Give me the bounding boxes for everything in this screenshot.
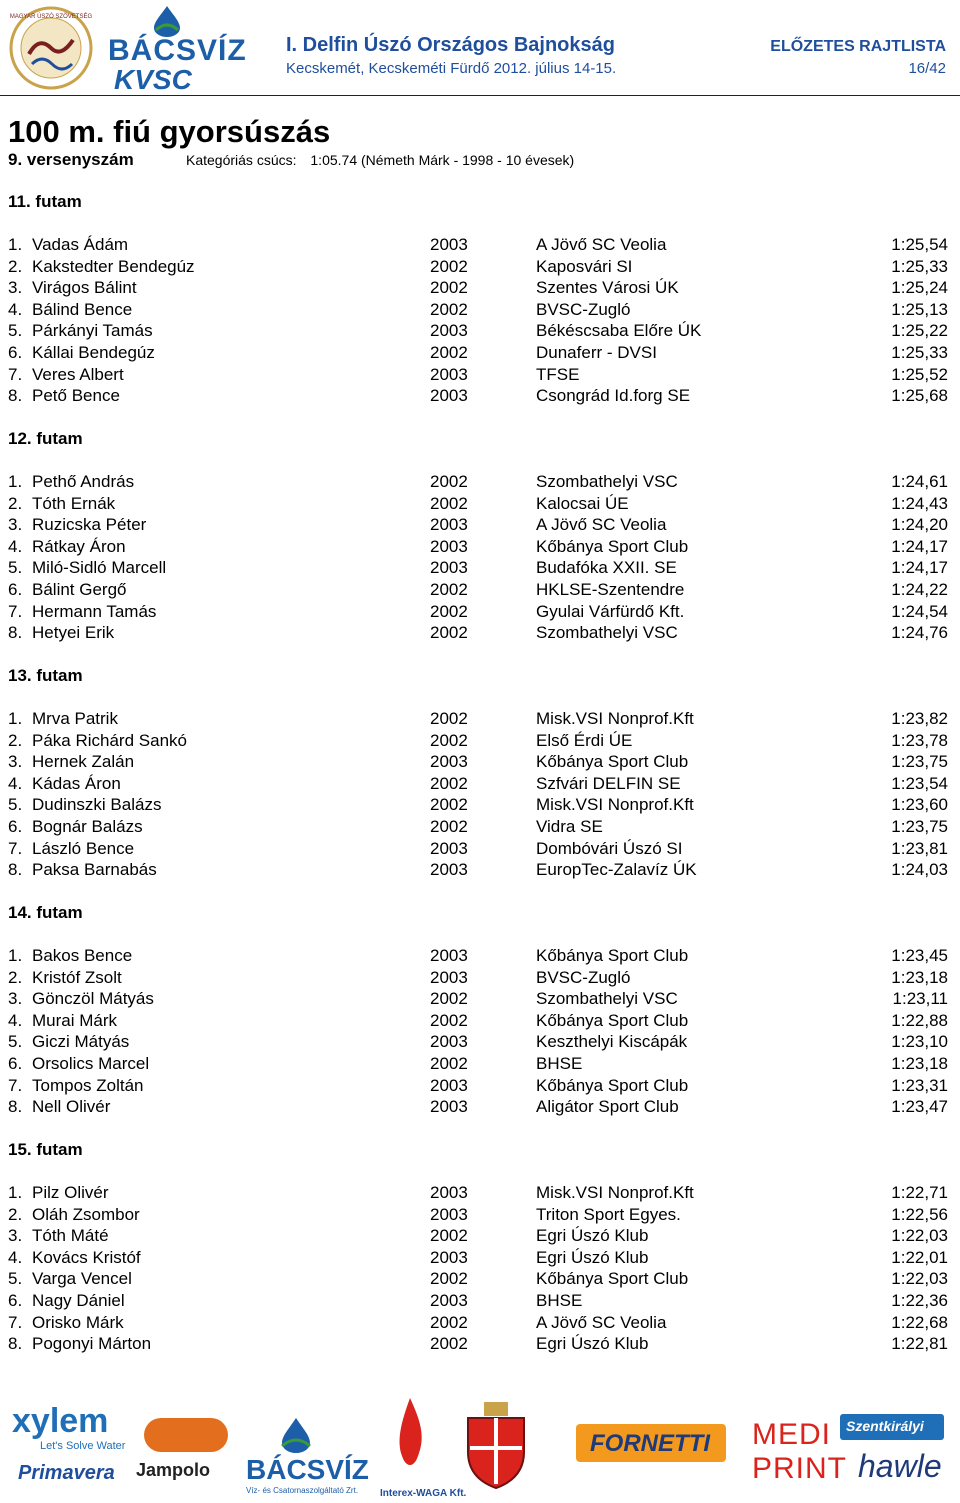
swimmer-name-cell: Orsolics Marcel — [32, 1054, 150, 1073]
birth-year-cell: 2003 — [430, 321, 468, 341]
rank-cell: 2. — [8, 256, 23, 276]
entry-time-cell: 1:23,82 — [891, 709, 948, 728]
entry-time-cell: 1:22,81 — [891, 1334, 948, 1354]
entry-time-cell: 1:22,88 — [891, 1010, 948, 1030]
birth-year-cell: 2002 — [430, 601, 468, 621]
club-cell: Keszthelyi Kiscápák — [536, 1032, 688, 1052]
swimmer-name-cell: Nagy Dániel — [32, 1291, 125, 1310]
birth-year-cell: 2003 — [430, 1075, 468, 1095]
club-cell: Kőbánya Sport Club — [536, 1010, 689, 1030]
club-cell: Szombathelyi VSC — [536, 623, 678, 643]
coat-of-arms-icon — [448, 1398, 544, 1494]
sponsor-jampolo: Jampolo — [136, 1460, 211, 1480]
table-row — [0, 602, 960, 623]
rank-cell: 1. — [8, 235, 23, 254]
table-row — [0, 709, 960, 730]
table-row — [0, 968, 960, 989]
rank-cell: 6. — [8, 343, 23, 362]
page-header — [0, 0, 960, 100]
entry-time-cell: 1:22,03 — [891, 1269, 948, 1289]
table-row — [0, 623, 960, 644]
birth-year-cell: 2002 — [430, 1334, 468, 1354]
sponsor-mediprint-2: PRINT — [752, 1452, 847, 1485]
table-row — [0, 235, 960, 256]
rank-cell: 7. — [8, 1312, 23, 1332]
birth-year-cell: 2003 — [430, 1183, 468, 1202]
swimmer-name-cell: Ruzicska Péter — [32, 515, 147, 535]
entry-time-cell: 1:22,01 — [891, 1247, 948, 1267]
entry-time-cell: 1:25,13 — [891, 299, 948, 319]
birth-year-cell: 2002 — [430, 256, 468, 276]
rank-cell: 2. — [8, 493, 23, 513]
club-cell: HKLSE-Szentendre — [536, 580, 685, 599]
entry-time-cell: 1:23,54 — [891, 773, 948, 793]
entry-time-cell: 1:22,68 — [891, 1312, 948, 1332]
club-cell: Kőbánya Sport Club — [536, 536, 689, 556]
table-row — [0, 472, 960, 493]
entry-time-cell: 1:23,11 — [892, 989, 948, 1009]
sponsor-xylem: xylem — [12, 1402, 109, 1440]
entry-time-cell: 1:24,17 — [891, 536, 948, 556]
birth-year-cell: 2002 — [430, 1054, 468, 1073]
rank-cell: 5. — [8, 1269, 23, 1289]
table-row — [0, 989, 960, 1010]
entry-time-cell: 1:24,03 — [891, 860, 948, 880]
entry-time-cell: 1:23,10 — [891, 1032, 948, 1052]
header-divider — [0, 95, 960, 96]
club-cell: Kőbánya Sport Club — [536, 946, 689, 965]
entry-time-cell: 1:24,76 — [891, 623, 948, 643]
rank-cell: 8. — [8, 1097, 23, 1117]
entry-time-cell: 1:25,24 — [891, 278, 948, 298]
club-cell: Szombathelyi VSC — [536, 989, 678, 1009]
rank-cell: 2. — [8, 1204, 23, 1224]
rank-cell: 3. — [8, 1226, 23, 1246]
club-cell: Kalocsai ÚE — [536, 493, 629, 513]
club-cell: Misk.VSI Nonprof.Kft — [536, 795, 694, 815]
birth-year-cell: 2002 — [430, 773, 468, 793]
rank-cell: 5. — [8, 795, 23, 815]
table-row — [0, 752, 960, 773]
rank-cell: 2. — [8, 967, 23, 987]
club-cell: A Jövő SC Veolia — [536, 235, 667, 254]
birth-year-cell: 2003 — [430, 1032, 468, 1052]
swimmer-name-cell: Murai Márk — [32, 1010, 118, 1030]
table-row — [0, 1248, 960, 1269]
rank-cell: 3. — [8, 515, 23, 535]
entry-time-cell: 1:25,54 — [891, 235, 948, 254]
club-cell: Egri Úszó Klub — [536, 1334, 649, 1354]
rank-cell: 4. — [8, 1247, 23, 1267]
birth-year-cell: 2002 — [430, 580, 468, 599]
swimmer-name-cell: Kakstedter Bendegúz — [32, 256, 195, 276]
entry-time-cell: 1:25,68 — [891, 386, 948, 406]
entry-time-cell: 1:23,47 — [891, 1097, 948, 1117]
birth-year-cell: 2003 — [430, 235, 468, 254]
entry-time-cell: 1:23,81 — [891, 838, 948, 858]
swimmer-name-cell: Kovács Kristóf — [32, 1247, 141, 1267]
heat-label: 15. futam — [8, 1140, 83, 1159]
entry-time-cell: 1:25,22 — [891, 321, 948, 341]
swimmer-name-cell: Tóth Máté — [32, 1226, 109, 1246]
table-row — [0, 860, 960, 881]
table-row — [0, 774, 960, 795]
swimmer-name-cell: László Bence — [32, 838, 135, 858]
table-row — [0, 1183, 960, 1204]
page-number: 16/42 — [908, 60, 946, 77]
rank-cell: 2. — [8, 730, 23, 750]
table-row — [0, 1205, 960, 1226]
swimmer-name-cell: Pogonyi Márton — [32, 1334, 152, 1354]
table-row — [0, 515, 960, 536]
sponsor-primavera: Primavera — [18, 1462, 115, 1484]
rank-cell: 1. — [8, 709, 23, 728]
club-logo — [104, 4, 247, 95]
birth-year-cell: 2002 — [430, 989, 468, 1009]
club-cell: Budafóka XXII. SE — [536, 558, 677, 578]
birth-year-cell: 2002 — [430, 299, 468, 319]
heat-label: 13. futam — [8, 666, 83, 685]
table-row — [0, 1334, 960, 1355]
club-cell: Misk.VSI Nonprof.Kft — [536, 709, 694, 728]
table-row — [0, 817, 960, 838]
entry-time-cell: 1:22,03 — [891, 1226, 948, 1246]
birth-year-cell: 2003 — [430, 946, 468, 965]
swimmer-name-cell: Bakos Bence — [32, 946, 133, 965]
rank-cell: 3. — [8, 752, 23, 772]
swimmer-name-cell: Oláh Zsombor — [32, 1204, 140, 1224]
birth-year-cell: 2002 — [430, 730, 468, 750]
table-row — [0, 321, 960, 342]
birth-year-cell: 2002 — [430, 709, 468, 728]
swimmer-name-cell: Párkányi Tamás — [32, 321, 153, 341]
club-cell: Szentes Városi ÚK — [536, 278, 679, 298]
birth-year-cell: 2002 — [430, 1010, 468, 1030]
rank-cell: 8. — [8, 386, 23, 406]
interex-flame-icon — [392, 1396, 428, 1488]
table-row — [0, 1313, 960, 1334]
club-cell: Egri Úszó Klub — [536, 1226, 649, 1246]
birth-year-cell: 2002 — [430, 795, 468, 815]
club-cell: Kőbánya Sport Club — [536, 1075, 689, 1095]
club-logo-text: BÁCSVÍZ — [108, 34, 247, 67]
competition-title: I. Delfin Úszó Országos Bajnokság — [286, 34, 615, 56]
entry-time-cell: 1:23,75 — [891, 752, 948, 772]
bacsviz-drop-icon — [268, 1416, 324, 1456]
birth-year-cell: 2002 — [430, 343, 468, 362]
jampolo-logo-shape — [144, 1418, 228, 1452]
club-cell: Szfvári DELFIN SE — [536, 773, 681, 793]
birth-year-cell: 2003 — [430, 1204, 468, 1224]
svg-text:MAGYAR ÚSZÓ SZÖVETSÉG: MAGYAR ÚSZÓ SZÖVETSÉG — [9, 14, 93, 20]
event-title: 100 m. fiú gyorsúszás — [8, 114, 331, 149]
entry-time-cell: 1:23,18 — [891, 967, 948, 987]
table-row — [0, 731, 960, 752]
rank-cell: 5. — [8, 321, 23, 341]
birth-year-cell: 2003 — [430, 967, 468, 987]
table-row — [0, 1291, 960, 1312]
club-cell: Békéscsaba Előre ÚK — [536, 321, 702, 341]
swimmer-name-cell: Bálint Gergő — [32, 580, 127, 599]
swimmer-name-cell: Vadas Ádám — [32, 235, 129, 254]
swimmer-name-cell: Pilz Olivér — [32, 1183, 109, 1202]
club-cell: Dunaferr - DVSI — [536, 343, 657, 362]
heat-label: 14. futam — [8, 903, 83, 922]
birth-year-cell: 2003 — [430, 536, 468, 556]
birth-year-cell: 2003 — [430, 515, 468, 535]
swimmer-name-cell: Bálind Bence — [32, 299, 133, 319]
sponsor-bacsviz-tagline: Víz- és Csatornaszolgáltató Zrt. — [246, 1486, 359, 1495]
club-cell: Egri Úszó Klub — [536, 1247, 649, 1267]
table-row — [0, 1076, 960, 1097]
club-cell: Szombathelyi VSC — [536, 472, 678, 491]
rank-cell: 8. — [8, 1334, 23, 1354]
club-cell: Aligátor Sport Club — [536, 1097, 679, 1117]
category-record — [186, 152, 584, 168]
record-value: 1:05.74 (Németh Márk - 1998 - 10 évesek) — [310, 152, 575, 168]
rank-cell: 1. — [8, 1183, 23, 1202]
birth-year-cell: 2002 — [430, 1312, 468, 1332]
swimmer-name-cell: Virágos Bálint — [32, 278, 137, 298]
entry-time-cell: 1:22,71 — [891, 1183, 948, 1202]
record-label: Kategóriás csúcs: — [186, 152, 297, 168]
entry-time-cell: 1:23,60 — [891, 795, 948, 815]
rank-cell: 8. — [8, 860, 23, 880]
birth-year-cell: 2003 — [430, 364, 468, 384]
swimmer-name-cell: Varga Vencel — [32, 1269, 132, 1289]
federation-logo — [4, 4, 98, 92]
table-row — [0, 1054, 960, 1075]
swimmer-name-cell: Giczi Mátyás — [32, 1032, 130, 1052]
club-cell: Misk.VSI Nonprof.Kft — [536, 1183, 694, 1202]
birth-year-cell: 2003 — [430, 558, 468, 578]
swimmer-name-cell: Paksa Barnabás — [32, 860, 157, 880]
document-type: ELŐZETES RAJTLISTA — [770, 38, 946, 55]
table-row — [0, 1011, 960, 1032]
table-row — [0, 946, 960, 967]
club-cell: BHSE — [536, 1054, 583, 1073]
club-cell: A Jövő SC Veolia — [536, 1312, 667, 1332]
club-cell: Dombóvári Úszó SI — [536, 838, 683, 858]
swimmer-name-cell: Kállai Bendegúz — [32, 343, 155, 362]
swimmer-name-cell: Páka Richárd Sankó — [32, 730, 187, 750]
table-row — [0, 386, 960, 407]
club-cell: Kaposvári SI — [536, 256, 633, 276]
club-logo-text-2: KVSC — [114, 64, 192, 95]
table-row — [0, 494, 960, 515]
swimmer-name-cell: Tompos Zoltán — [32, 1075, 144, 1095]
rank-cell: 7. — [8, 601, 23, 621]
entry-time-cell: 1:22,56 — [891, 1204, 948, 1224]
entry-time-cell: 1:24,22 — [891, 580, 948, 599]
swimmer-name-cell: Hernek Zalán — [32, 752, 135, 772]
club-cell: Első Érdi ÚE — [536, 730, 633, 750]
birth-year-cell: 2003 — [430, 838, 468, 858]
table-row — [0, 558, 960, 579]
table-row — [0, 839, 960, 860]
rank-cell: 7. — [8, 1075, 23, 1095]
table-row — [0, 278, 960, 299]
table-row — [0, 537, 960, 558]
table-row — [0, 1226, 960, 1247]
rank-cell: 3. — [8, 278, 23, 298]
swimmer-name-cell: Orisko Márk — [32, 1312, 124, 1332]
swimmer-name-cell: Hermann Tamás — [32, 601, 157, 621]
sponsor-hawle: hawle — [858, 1448, 942, 1484]
rank-cell: 6. — [8, 817, 23, 836]
rank-cell: 4. — [8, 773, 23, 793]
sponsor-mediprint-1: MEDI — [752, 1418, 831, 1451]
club-cell: TFSE — [536, 364, 580, 384]
rank-cell: 7. — [8, 838, 23, 858]
rank-cell: 7. — [8, 364, 23, 384]
birth-year-cell: 2003 — [430, 1291, 468, 1310]
birth-year-cell: 2003 — [430, 860, 468, 880]
club-cell: Kőbánya Sport Club — [536, 752, 689, 772]
swimmer-name-cell: Tóth Ernák — [32, 493, 116, 513]
rank-cell: 1. — [8, 472, 23, 491]
entry-time-cell: 1:24,17 — [891, 558, 948, 578]
rank-cell: 4. — [8, 536, 23, 556]
sponsor-xylem-tagline: Let's Solve Water — [40, 1440, 126, 1452]
entry-time-cell: 1:23,45 — [891, 946, 948, 965]
birth-year-cell: 2003 — [430, 386, 468, 406]
club-cell: Csongrád Id.forg SE — [536, 386, 691, 406]
entry-time-cell: 1:25,33 — [891, 343, 948, 362]
entry-time-cell: 1:25,33 — [891, 256, 948, 276]
birth-year-cell: 2003 — [430, 1097, 468, 1117]
birth-year-cell: 2003 — [430, 752, 468, 772]
club-cell: A Jövő SC Veolia — [536, 515, 667, 535]
sponsor-bacsviz: BÁCSVÍZ — [246, 1454, 369, 1485]
swimmer-name-cell: Miló-Sidló Marcell — [32, 558, 167, 578]
sponsor-interex: Interex-WAGA Kft. — [380, 1488, 467, 1499]
swimmer-name-cell: Pethő András — [32, 472, 135, 491]
club-cell: BVSC-Zugló — [536, 299, 631, 319]
club-cell: Gyulai Várfürdő Kft. — [536, 601, 685, 621]
club-cell: BVSC-Zugló — [536, 967, 631, 987]
rank-cell: 1. — [8, 946, 23, 965]
entry-time-cell: 1:24,54 — [891, 601, 948, 621]
swimmer-name-cell: Mrva Patrik — [32, 709, 118, 728]
entry-time-cell: 1:23,75 — [891, 817, 948, 836]
swimmer-name-cell: Rátkay Áron — [32, 536, 126, 556]
birth-year-cell: 2002 — [430, 623, 468, 643]
table-row — [0, 343, 960, 364]
table-row — [0, 365, 960, 386]
entry-time-cell: 1:23,31 — [891, 1075, 948, 1095]
birth-year-cell: 2002 — [430, 1269, 468, 1289]
swimmer-name-cell: Bognár Balázs — [32, 817, 143, 836]
club-cell: BHSE — [536, 1291, 583, 1310]
rank-cell: 4. — [8, 299, 23, 319]
table-row — [0, 1032, 960, 1053]
birth-year-cell: 2002 — [430, 1226, 468, 1246]
table-row — [0, 1097, 960, 1118]
rank-cell: 6. — [8, 580, 23, 599]
rank-cell: 3. — [8, 989, 23, 1009]
birth-year-cell: 2002 — [430, 817, 468, 836]
drop-icon — [144, 4, 190, 38]
rank-cell: 5. — [8, 558, 23, 578]
birth-year-cell: 2003 — [430, 1247, 468, 1267]
heat-label: 12. futam — [8, 429, 83, 448]
swimmer-name-cell: Kádas Áron — [32, 773, 121, 793]
entry-time-cell: 1:25,52 — [891, 364, 948, 384]
swimmer-name-cell: Nell Olivér — [32, 1097, 111, 1117]
rank-cell: 5. — [8, 1032, 23, 1052]
entry-time-cell: 1:23,18 — [891, 1054, 948, 1073]
swimmer-name-cell: Kristóf Zsolt — [32, 967, 122, 987]
swimmer-name-cell: Gönczöl Mátyás — [32, 989, 154, 1009]
entry-time-cell: 1:22,36 — [891, 1291, 948, 1310]
rank-cell: 6. — [8, 1054, 23, 1073]
entry-time-cell: 1:24,43 — [891, 493, 948, 513]
birth-year-cell: 2002 — [430, 472, 468, 491]
heat-label: 11. futam — [8, 192, 82, 211]
competition-subtitle: Kecskemét, Kecskeméti Fürdő 2012. július 14-15. — [286, 60, 617, 77]
rank-cell: 8. — [8, 623, 23, 643]
event-number: 9. versenyszám — [8, 150, 134, 169]
entry-time-cell: 1:24,61 — [891, 472, 948, 491]
sponsor-szentkiralyi: Szentkirályi — [846, 1418, 924, 1434]
table-row — [0, 580, 960, 601]
swimmer-name-cell: Veres Albert — [32, 364, 124, 384]
birth-year-cell: 2002 — [430, 493, 468, 513]
entry-time-cell: 1:24,20 — [891, 515, 948, 535]
table-row — [0, 795, 960, 816]
entry-time-cell: 1:23,78 — [891, 730, 948, 750]
swimmer-name-cell: Dudinszki Balázs — [32, 795, 162, 815]
swimmer-name-cell: Hetyei Erik — [32, 623, 115, 643]
birth-year-cell: 2002 — [430, 278, 468, 298]
club-cell: EuropTec-Zalavíz ÚK — [536, 860, 697, 880]
table-row — [0, 300, 960, 321]
club-cell: Kőbánya Sport Club — [536, 1269, 689, 1289]
table-row — [0, 1269, 960, 1290]
club-cell: Vidra SE — [536, 817, 603, 836]
rank-cell: 4. — [8, 1010, 23, 1030]
club-cell: Triton Sport Egyes. — [536, 1204, 681, 1224]
table-row — [0, 257, 960, 278]
swimmer-name-cell: Pető Bence — [32, 386, 120, 406]
sponsor-bar — [0, 1388, 960, 1503]
sponsor-fornetti: FORNETTI — [590, 1430, 710, 1457]
rank-cell: 6. — [8, 1291, 23, 1310]
